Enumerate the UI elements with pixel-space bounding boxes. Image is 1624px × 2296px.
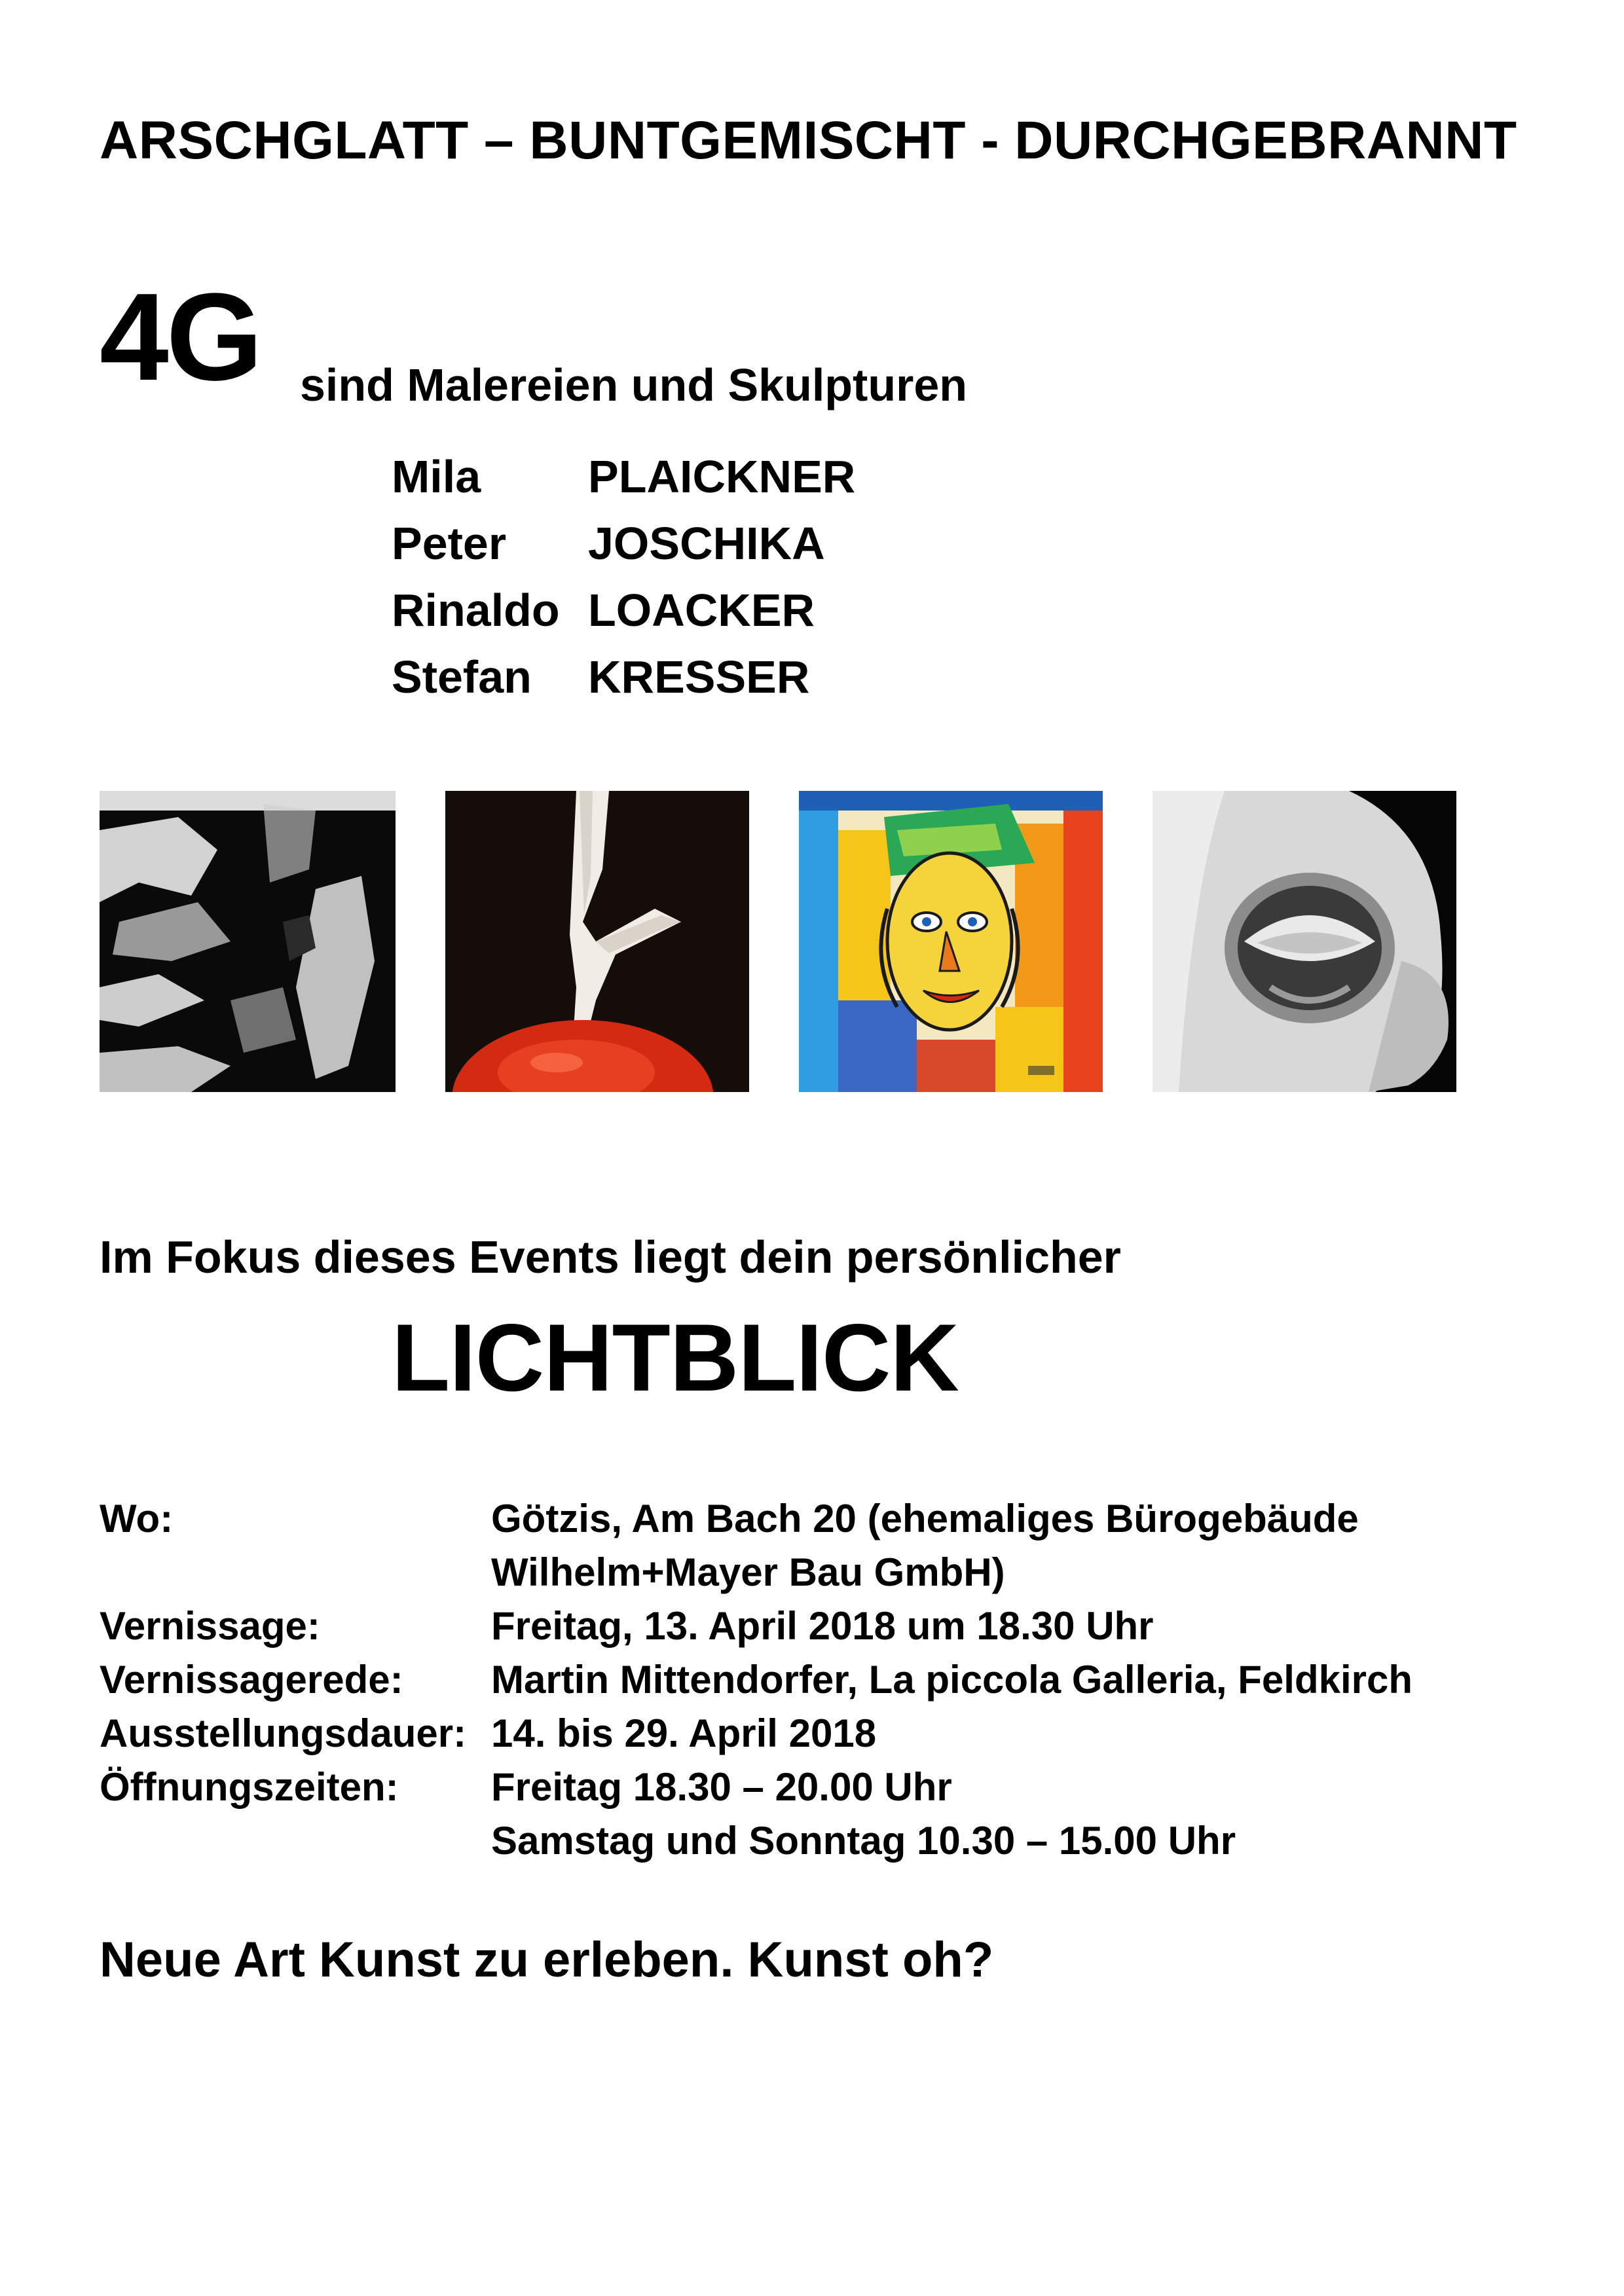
focus-text: Im Fokus dieses Events liegt dein persönlicher bbox=[100, 1231, 1121, 1283]
headline: ARSCHGLATT – BUNTGEMISCHT - DURCHGEBRANNT bbox=[100, 111, 1517, 170]
info-value: Martin Mittendorfer, La piccola Galleria, Feldkirch bbox=[491, 1658, 1413, 1702]
closing-text: Neue Art Kunst zu erleben. Kunst oh? bbox=[100, 1932, 994, 1988]
artwork-cubist-face bbox=[799, 791, 1103, 1092]
info-value: Wilhelm+Mayer Bau GmbH) bbox=[491, 1550, 1005, 1594]
artwork-abstract-black-white bbox=[100, 791, 396, 1092]
artist-last-name: JOSCHIKA bbox=[588, 518, 825, 569]
info-value: Freitag 18.30 – 20.00 Uhr bbox=[491, 1765, 952, 1809]
info-label: Vernissage: bbox=[100, 1604, 320, 1648]
subtitle: sind Malereien und Skulpturen bbox=[300, 359, 968, 410]
artist-first-name: Peter bbox=[392, 518, 507, 569]
artwork-hand-sculpture bbox=[445, 791, 749, 1092]
info-label: Wo: bbox=[100, 1497, 174, 1540]
info-label: Öffnungszeiten: bbox=[100, 1765, 399, 1809]
info-label: Vernissagerede: bbox=[100, 1658, 403, 1702]
artist-last-name: PLAICKNER bbox=[588, 451, 856, 502]
artwork-marble-sculpture bbox=[1153, 791, 1456, 1092]
info-value: Götzis, Am Bach 20 (ehemaliges Bürogebäude bbox=[491, 1497, 1359, 1540]
highlight-title: LICHTBLICK bbox=[392, 1304, 959, 1411]
brand-4g: 4G bbox=[100, 268, 261, 407]
info-value: 14. bis 29. April 2018 bbox=[491, 1711, 877, 1755]
info-label: Ausstellungsdauer: bbox=[100, 1711, 467, 1755]
artist-first-name: Stefan bbox=[392, 651, 532, 702]
artist-first-name: Mila bbox=[392, 451, 481, 502]
info-value: Samstag und Sonntag 10.30 – 15.00 Uhr bbox=[491, 1819, 1236, 1863]
artist-last-name: KRESSER bbox=[588, 651, 810, 702]
artist-last-name: LOACKER bbox=[588, 585, 815, 636]
info-value: Freitag, 13. April 2018 um 18.30 Uhr bbox=[491, 1604, 1154, 1648]
artist-first-name: Rinaldo bbox=[392, 585, 560, 636]
